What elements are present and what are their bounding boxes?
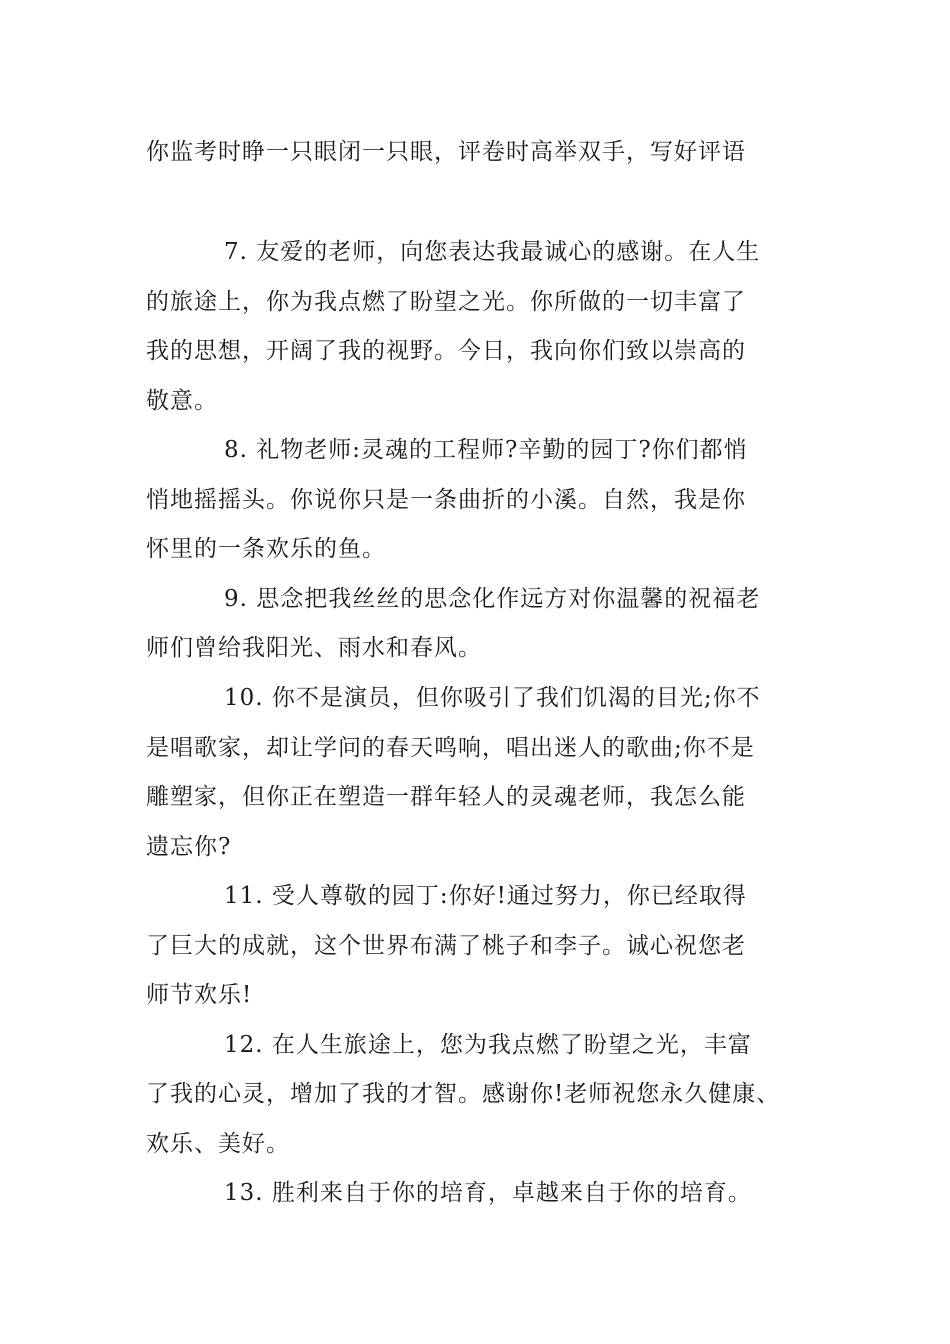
paragraph-10-line-3: 雕塑家，但你正在塑造一群年轻人的灵魂老师，我怎么能 xyxy=(146,784,746,810)
paragraph-7-line-4: 敬意。 xyxy=(146,388,218,414)
paragraph-11-line-3: 师节欢乐! xyxy=(146,982,253,1008)
paragraph-9-line-1: 9. 思念把我丝丝的思念化作远方对你温馨的祝福老 xyxy=(224,586,761,612)
paragraph-13-line-1: 13. 胜利来自于你的培育，卓越来自于你的培育。 xyxy=(224,1180,752,1206)
paragraph-6-line-end: 你监考时睁一只眼闭一只眼，评卷时高举双手，写好评语 xyxy=(146,139,746,165)
paragraph-7-line-2: 的旅途上，你为我点燃了盼望之光。你所做的一切丰富了 xyxy=(146,289,746,315)
paragraph-12-line-3: 欢乐、美好。 xyxy=(146,1131,290,1157)
paragraph-7-line-1: 7. 友爱的老师，向您表达我最诚心的感谢。在人生 xyxy=(224,239,761,265)
paragraph-7-line-3: 我的思想，开阔了我的视野。今日，我向你们致以崇高的 xyxy=(146,338,746,364)
paragraph-9-line-2: 师们曾给我阳光、雨水和春风。 xyxy=(146,635,482,661)
paragraph-12-line-1: 12. 在人生旅途上，您为我点燃了盼望之光，丰富 xyxy=(224,1032,752,1058)
paragraph-8-line-2: 悄地摇摇头。你说你只是一条曲折的小溪。自然，我是你 xyxy=(146,487,746,513)
paragraph-10-line-1: 10. 你不是演员，但你吸引了我们饥渴的目光;你不 xyxy=(224,685,761,711)
paragraph-10-line-4: 遗忘你? xyxy=(146,834,232,860)
paragraph-12-line-2: 了我的心灵，增加了我的才智。感谢你!老师祝您永久健康、 xyxy=(146,1081,781,1107)
paragraph-10-line-2: 是唱歌家，却让学问的春天鸣响，唱出迷人的歌曲;你不是 xyxy=(146,735,755,761)
paragraph-8-line-3: 怀里的一条欢乐的鱼。 xyxy=(146,536,386,562)
paragraph-11-line-1: 11. 受人尊敬的园丁:你好!通过努力，你已经取得 xyxy=(224,883,747,909)
paragraph-11-line-2: 了巨大的成就，这个世界布满了桃子和李子。诚心祝您老 xyxy=(146,933,746,959)
paragraph-8-line-1: 8. 礼物老师:灵魂的工程师?辛勤的园丁?你们都悄 xyxy=(224,437,748,463)
